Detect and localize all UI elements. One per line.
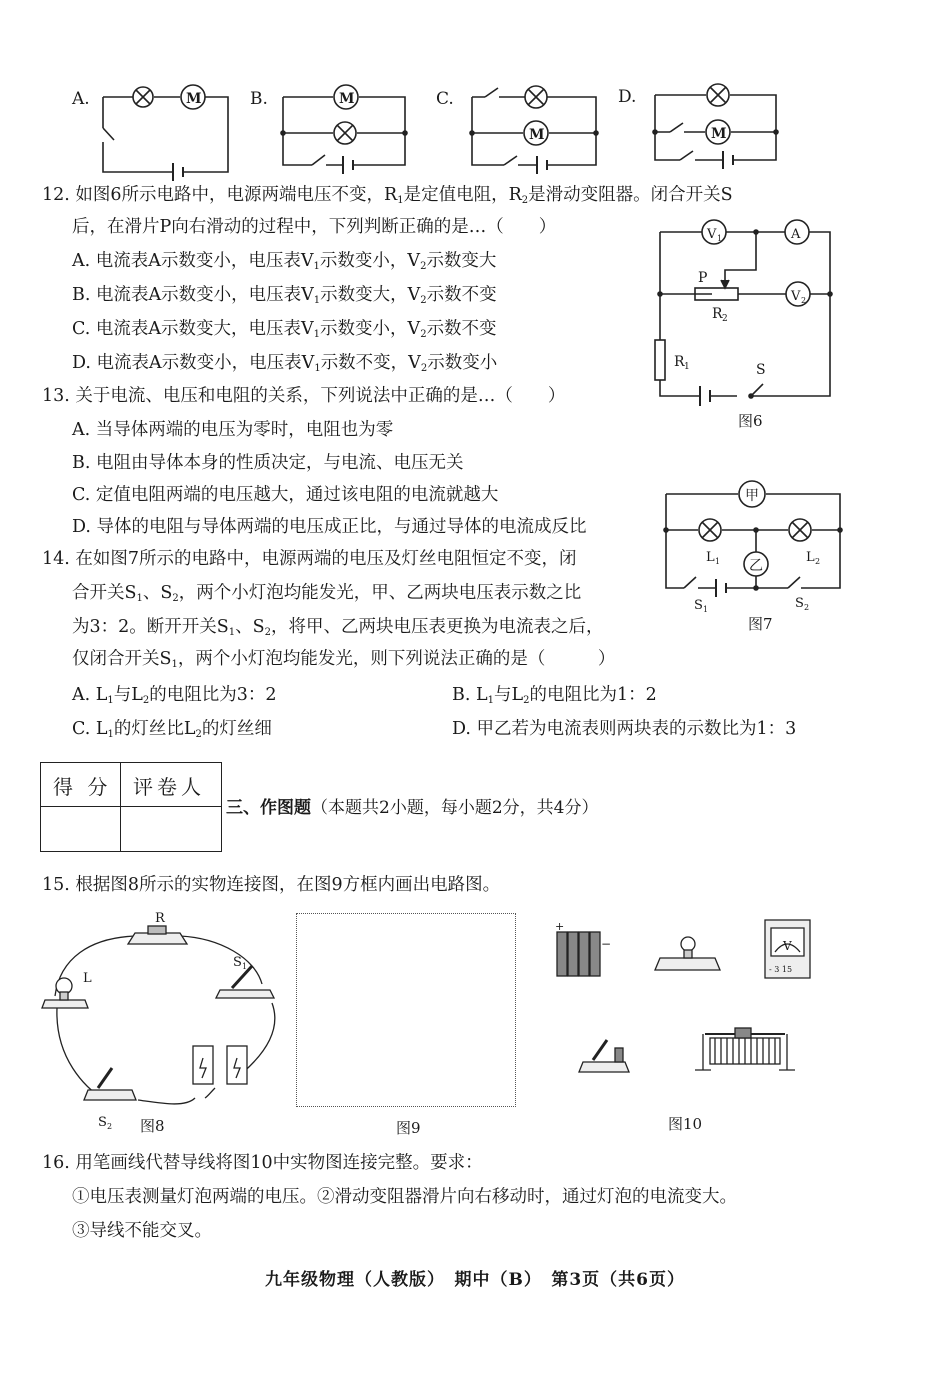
- fig8-caption: 图8: [140, 1117, 165, 1135]
- switch-icon: [579, 1040, 629, 1072]
- q16-requirement-2: ③导线不能交叉。: [72, 1221, 212, 1241]
- q16-stem: 16. 用笔画线代替导线将图10中实物图连接完整。要求：: [42, 1153, 483, 1173]
- svg-text:1: 1: [684, 362, 690, 372]
- figure-7-circuit: [660, 482, 850, 632]
- fig8-r-label: R: [155, 911, 165, 926]
- fig8-s1-label: S: [233, 955, 242, 970]
- fig6-ammeter-label: A: [791, 227, 801, 242]
- fig9-caption: 图9: [396, 1119, 421, 1137]
- q14-option-c: C. $L_1$的灯丝比$L_2$的灯丝细: [72, 719, 272, 740]
- q12-option-d: D. 电流表A示数变小，电压表$V_1$示数不变，$V_2$示数变小: [72, 353, 498, 374]
- score-cell[interactable]: [42, 808, 119, 850]
- q12-option-c: C. 电流表A示数变大，电压表$V_1$示数变小，$V_2$示数不变: [72, 319, 497, 340]
- q14-stem-line4: 仅闭合开关$S_1$，两个小灯泡均能发光，则下列说法正确的是（ ）: [72, 649, 616, 670]
- q14-stem-line1: 14. 在如图7所示的电路中，电源两端的电压及灯丝电阻恒定不变，闭: [42, 549, 577, 569]
- q12-option-b: B. 电流表A示数变小，电压表$V_1$示数变大，$V_2$示数不变: [72, 285, 497, 306]
- voltmeter-icon: [765, 920, 810, 978]
- battery-pack-icon: [555, 920, 611, 976]
- figure-6-circuit: [650, 220, 840, 430]
- svg-text:1: 1: [717, 234, 723, 243]
- fig8-s2-label: S: [98, 1115, 107, 1130]
- q13-stem: 13. 关于电流、电压和电阻的关系，下列说法中正确的是…（ ）: [42, 386, 566, 406]
- svg-text:2: 2: [804, 603, 810, 612]
- svg-text:2: 2: [107, 1122, 113, 1131]
- fig8-l-label: L: [83, 971, 92, 986]
- figure-10-components: [545, 910, 825, 1140]
- fig7-s1-label: S: [694, 598, 703, 613]
- grade-box: [40, 762, 222, 852]
- q14-option-a: A. $L_1$与$L_2$的电阻比为3：2: [72, 685, 277, 706]
- q14-option-d: D. 甲乙若为电流表则两块表的示数比为1：3: [452, 719, 797, 739]
- svg-text:M: M: [339, 91, 355, 107]
- figure-8-physical-circuit: [40, 908, 290, 1138]
- svg-text:1: 1: [242, 962, 248, 971]
- q11-option-label: A.: [72, 89, 90, 109]
- fig7-l2-label: L: [806, 550, 815, 565]
- q13-option-a: A. 当导体两端的电压为零时，电阻也为零: [72, 420, 394, 440]
- q15-stem: 15. 根据图8所示的实物连接图，在图9方框内画出电路图。: [42, 875, 501, 895]
- q11-option-label: C.: [436, 89, 454, 109]
- section-3-heading: 三、作图题（本题共2小题，每小题2分，共4分）: [226, 798, 599, 818]
- svg-text:M: M: [186, 91, 202, 107]
- svg-text:M: M: [711, 126, 727, 142]
- svg-text:1: 1: [703, 605, 709, 614]
- q13-option-d: D. 导体的电阻与导体两端的电压成正比，与通过导体的电流成反比: [72, 517, 587, 537]
- fig7-caption: 图7: [748, 615, 773, 633]
- fig6-p-label: P: [698, 270, 708, 286]
- q12-stem-line1: 12. 如图6所示电路中，电源两端电压不变，$R_1$是定值电阻，$R_2$是滑动变阻器。闭合开关S: [42, 185, 733, 206]
- fig7-meter-yi: 乙: [749, 558, 763, 574]
- fig6-v2-label: V: [791, 289, 801, 304]
- q12-option-a: A. 电流表A示数变小，电压表$V_1$示数变小，$V_2$示数变大: [72, 251, 497, 272]
- q11-circuit-options: [0, 0, 950, 180]
- fig6-v1-label: V: [707, 227, 717, 242]
- score-label: 得 分: [53, 775, 112, 799]
- rheostat-icon: [695, 1028, 795, 1070]
- fig7-l1-label: L: [706, 550, 715, 565]
- fig7-s2-label: S: [795, 596, 804, 611]
- fig6-caption: 图6: [738, 412, 763, 430]
- svg-text:V: V: [783, 939, 792, 953]
- bulb-holder-icon: [655, 937, 720, 970]
- q12-stem-line2: 后，在滑片P向右滑动的过程中，下列判断正确的是…（ ）: [72, 217, 557, 237]
- svg-text:M: M: [529, 127, 545, 143]
- svg-text:+: +: [555, 920, 565, 933]
- q11-option-label: D.: [618, 87, 637, 107]
- grader-cell[interactable]: [122, 808, 220, 850]
- svg-text:−: −: [601, 937, 612, 951]
- fig9-drawing-area[interactable]: [296, 913, 516, 1107]
- fig10-caption: 图10: [668, 1115, 703, 1133]
- svg-text:2: 2: [722, 314, 728, 324]
- grader-label: 评卷人: [133, 775, 205, 799]
- q16-requirement-1: ①电压表测量灯泡两端的电压。②滑动变阻器滑片向右移动时，通过灯泡的电流变大。: [72, 1187, 737, 1207]
- fig6-r1-label: R: [674, 354, 685, 370]
- fig6-s-label: S: [756, 362, 766, 378]
- q11-option-label: B.: [250, 89, 268, 109]
- q13-option-c: C. 定值电阻两端的电压越大，通过该电阻的电流就越大: [72, 485, 499, 505]
- fig6-r2-label: R: [712, 306, 723, 322]
- svg-text:2: 2: [815, 557, 821, 566]
- q14-stem-line3: 为3：2。断开开关$S_1$、$S_2$，将甲、乙两块电压表更换为电流表之后，: [72, 617, 604, 638]
- q14-stem-line2: 合开关$S_1$、$S_2$，两个小灯泡均能发光，甲、乙两块电压表示数之比: [72, 583, 582, 604]
- svg-text:- 3 15: - 3 15: [769, 965, 793, 974]
- fig7-meter-jia: 甲: [745, 488, 759, 504]
- q13-option-b: B. 电阻由导体本身的性质决定，与电流、电压无关: [72, 453, 464, 473]
- page-footer: 九年级物理（人教版） 期中（B） 第3页（共6页）: [264, 1270, 686, 1290]
- svg-text:2: 2: [801, 296, 807, 305]
- q14-option-b: B. $L_1$与$L_2$的电阻比为1：2: [452, 685, 657, 706]
- svg-text:1: 1: [715, 557, 721, 566]
